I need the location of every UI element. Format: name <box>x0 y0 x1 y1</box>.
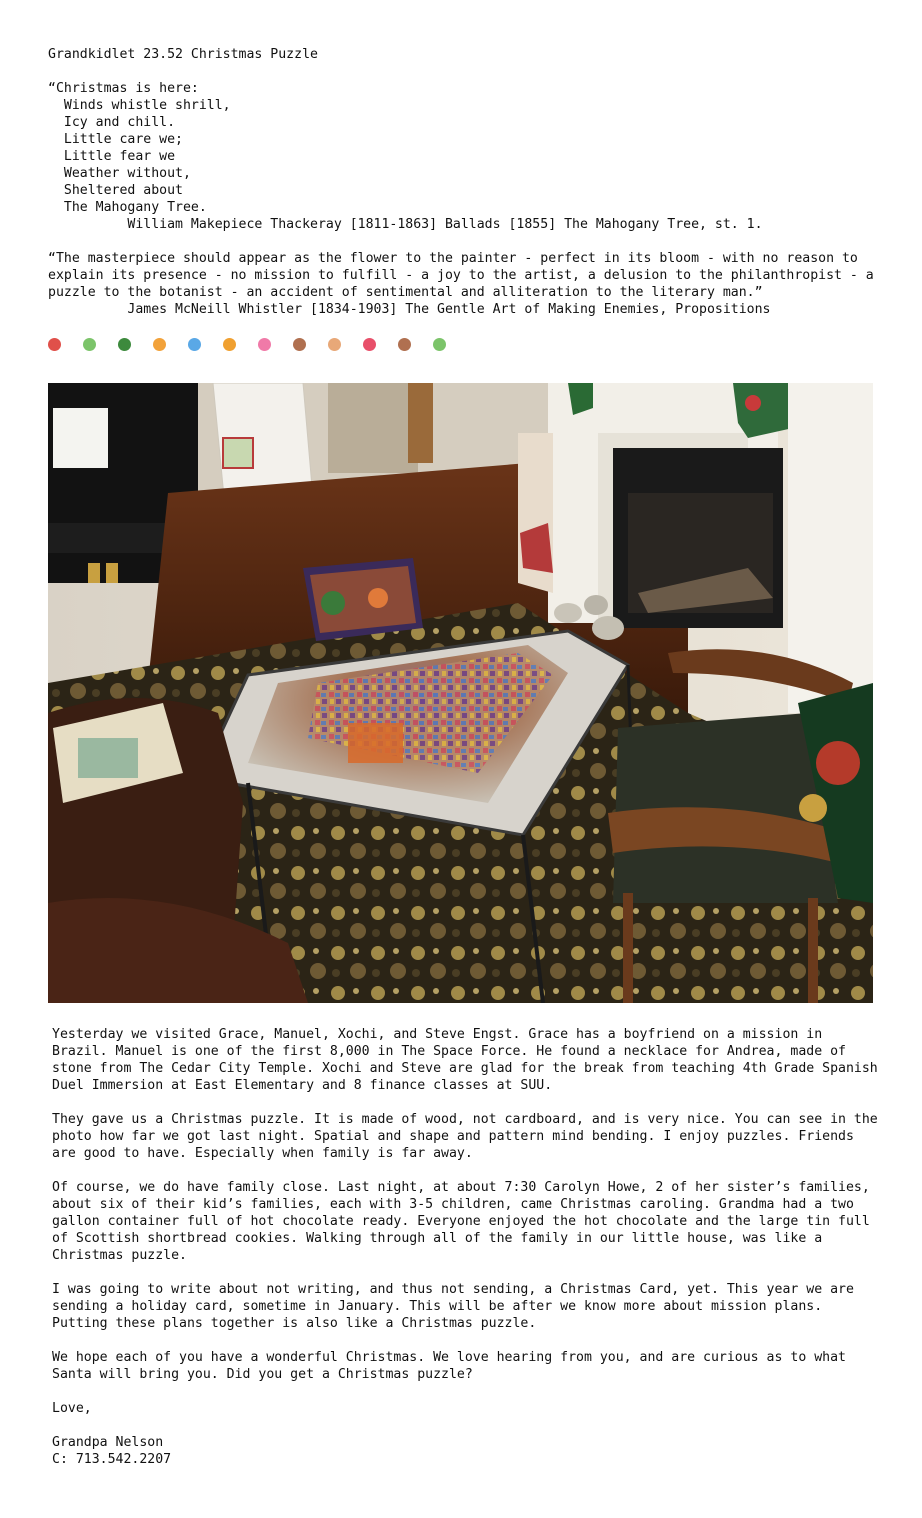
body-paragraph: Yesterday we visited Grace, Manuel, Xochi, and Steve Engst. Grace has a boyfriend on a mission in Brazil. Manuel is one of the first 8,000 in The Space Force. He found a necklace for Andrea, made of stone from The Cedar City Temple. Xochi and Steve are glad for the break from teaching 4th Grade Spanish Duel Immersion at East Elementary and 8 finance classes at SUU. <box>52 1027 886 1093</box>
poem-line: The Mahogany Tree. <box>48 200 207 215</box>
poem-line: Winds whistle shrill, <box>48 98 231 113</box>
kissing-face-icon <box>153 336 188 352</box>
body-paragraph: I was going to write about not writing, and thus not sending, a Christmas Card, yet. This year we are sending a holiday card, sometime in January. This will be after we know more about mission plans. Putting these plans together is also like a Christmas puzzle. <box>52 1282 862 1331</box>
closing: Love, <box>52 1401 92 1416</box>
body-paragraph: We hope each of you have a wonderful Christmas. We love hearing from you, and are curious as to what Santa will bring you. Did you get a Christmas puzzle? <box>52 1350 854 1382</box>
shamrock-icon <box>433 336 468 352</box>
poem-block <box>48 80 763 233</box>
puzzle-photo <box>48 383 873 1003</box>
body-paragraph: Of course, we do have family close. Last night, at about 7:30 Carolyn Howe, 2 of her sister’s families, about six of their kid’s families, each with 3-5 children, came Christmas caroling. Grandma had a two gallon container full of hot chocolate ready. Everyone enjoyed the hot chocolate and the large tin full of Scottish shortbread cookies. Walking through all of the family in our little house, was like a Christmas puzzle. <box>52 1180 878 1263</box>
phone-number: C: 713.542.2207 <box>52 1452 172 1467</box>
body-paragraph: They gave us a Christmas puzzle. It is made of wood, not cardboard, and is very nice. You can see in the photo how far we got last night. Spatial and shape and pattern mind bending. I enjoy puzzles. Friends are good to have. Especially when family is far away. <box>52 1112 886 1161</box>
poem-line: “Christmas is here: <box>48 81 199 96</box>
document-title: Grandkidlet 23.52 Christmas Puzzle <box>48 47 318 62</box>
snowflake-icon <box>188 336 223 352</box>
poem-attribution: William Makepiece Thackeray [1811-1863] Ballads [1855] The Mahogany Tree, st. 1. <box>48 217 763 232</box>
heart-eyes-face-icon <box>363 336 398 352</box>
whistler-quote <box>48 250 882 318</box>
shamrock-icon <box>83 336 118 352</box>
santa-icon <box>48 336 83 352</box>
poem-line: Weather without, <box>48 166 191 181</box>
quote-attribution: James McNeill Whistler [1834-1903] The Gentle Art of Making Enemies, Propositions <box>48 302 771 317</box>
poem-line: Little care we; <box>48 132 183 147</box>
poem-line: Little fear we <box>48 149 176 164</box>
emoji-row <box>48 336 468 354</box>
person-icon <box>293 336 328 352</box>
christmas-tree-icon <box>118 336 153 352</box>
poem-line: Icy and chill. <box>48 115 176 130</box>
letter-body <box>52 1026 886 1468</box>
quote-text: “The masterpiece should appear as the flower to the painter - perfect in its bloom - with no reason to explain its presence - no mission to fulfill - a joy to the artist, a delusion to the philanthropist - a puzzle to the botanist - an accident of sentimental and alliteration to the literary man.” <box>48 251 882 300</box>
person-icon <box>398 336 433 352</box>
poem-line: Sheltered about <box>48 183 183 198</box>
cherry-blossom-icon <box>258 336 293 352</box>
signature: Grandpa Nelson <box>52 1435 164 1450</box>
flushed-face-icon <box>223 336 258 352</box>
thumbs-up-icon <box>328 336 363 352</box>
